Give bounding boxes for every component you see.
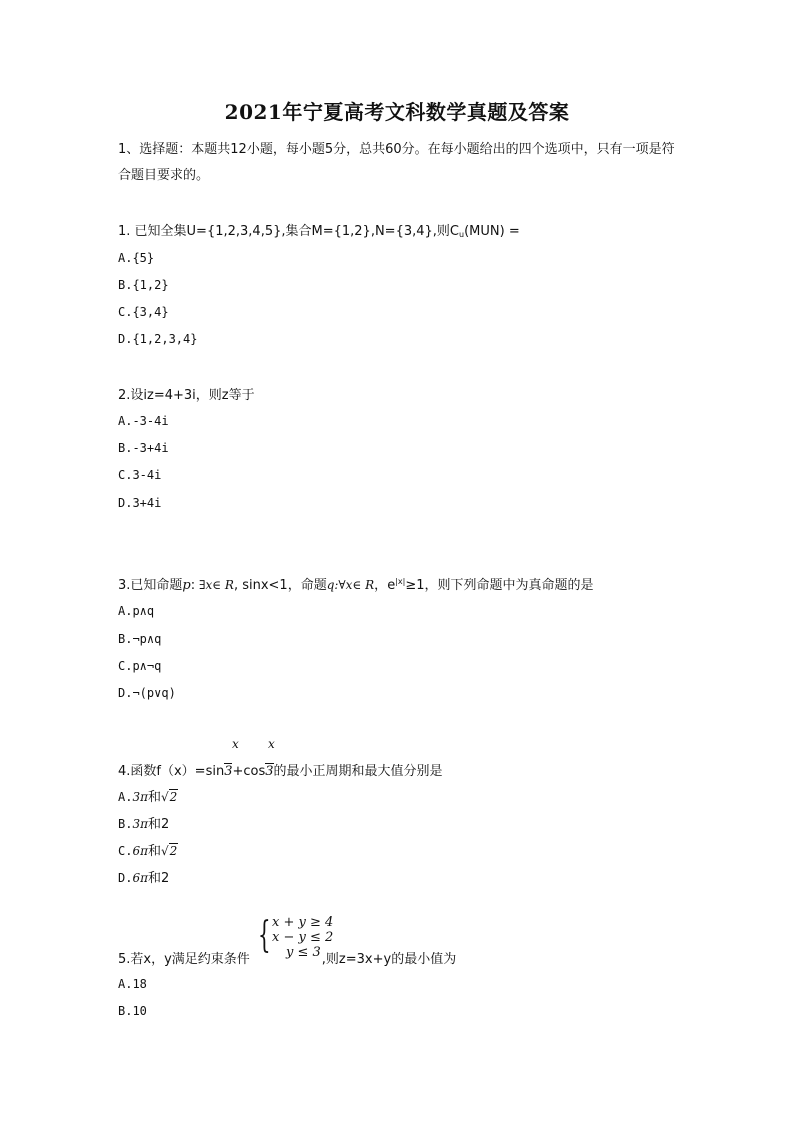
constraint-row-1: x + y ≥ 4 — [272, 915, 334, 930]
question-2-option-c: C.3-4i — [118, 468, 162, 482]
question-5-option-b: B.10 — [118, 1004, 147, 1018]
constraint-row-2: x − y ≤ 2 — [272, 930, 334, 945]
question-2-stem: 2.设iz=4+3i，则z等于 — [118, 388, 255, 403]
question-3-option-d: D.¬(p∨q) — [118, 686, 176, 700]
question-1-option-a: A.{5} — [118, 251, 155, 265]
question-1-option-b: B.{1,2} — [118, 278, 169, 292]
question-4-stem: 4.函数f（x）=sin3+cos3的最小正周期和最大值分别是 — [118, 764, 443, 779]
question-3-option-b: B.¬p∧q — [118, 632, 162, 646]
question-4-option-d: D.6π和2 — [118, 871, 170, 886]
question-4-option-b: B.3π和2 — [118, 817, 170, 832]
question-1-option-c: C.{3,4} — [118, 305, 169, 319]
question-3-option-a: A.p∧q — [118, 604, 155, 618]
constraint-row-3: y ≤ 3 — [286, 945, 321, 960]
question-2-option-d: D.3+4i — [118, 496, 162, 510]
left-brace: { — [258, 915, 271, 956]
question-1-option-d: D.{1,2,3,4} — [118, 332, 198, 346]
page-title: 2021年宁夏高考文科数学真题及答案 — [224, 100, 570, 124]
question-4-option-c: C.6π和√2 — [118, 844, 178, 859]
subscript-u: u — [459, 230, 465, 239]
question-3-option-c: C.p∧¬q — [118, 659, 162, 673]
question-5-stem: 5.若x，y满足约束条件 ,则z=3x+y的最小值为 — [118, 952, 457, 967]
fraction-numerator-x-1: x — [232, 737, 239, 751]
question-1-stem: 1. 已知全集U={1,2,3,4,5},集合M={1,2},N={3,4},则$C_u(MUN)$ = — [118, 224, 520, 239]
question-3-stem: 3.已知命题p: ∃x∈ R, sinx<1，命题q:∀x∈ R，$e^{|x|}\ge 1$，则下列命题中为真命题的是 — [118, 577, 594, 593]
question-2-option-a: A.-3-4i — [118, 414, 169, 428]
fraction-numerator-x-2: x — [268, 737, 275, 751]
question-4-option-a: A.3π和√2 — [118, 790, 178, 805]
section-intro: 1、选择题：本题共12小题，每小题5分，总共60分。在每小题给出的四个选项中，只有一项是符合题目要求的。 — [118, 142, 675, 183]
question-5-option-a: A.18 — [118, 977, 147, 991]
question-2-option-b: B.-3+4i — [118, 441, 169, 455]
